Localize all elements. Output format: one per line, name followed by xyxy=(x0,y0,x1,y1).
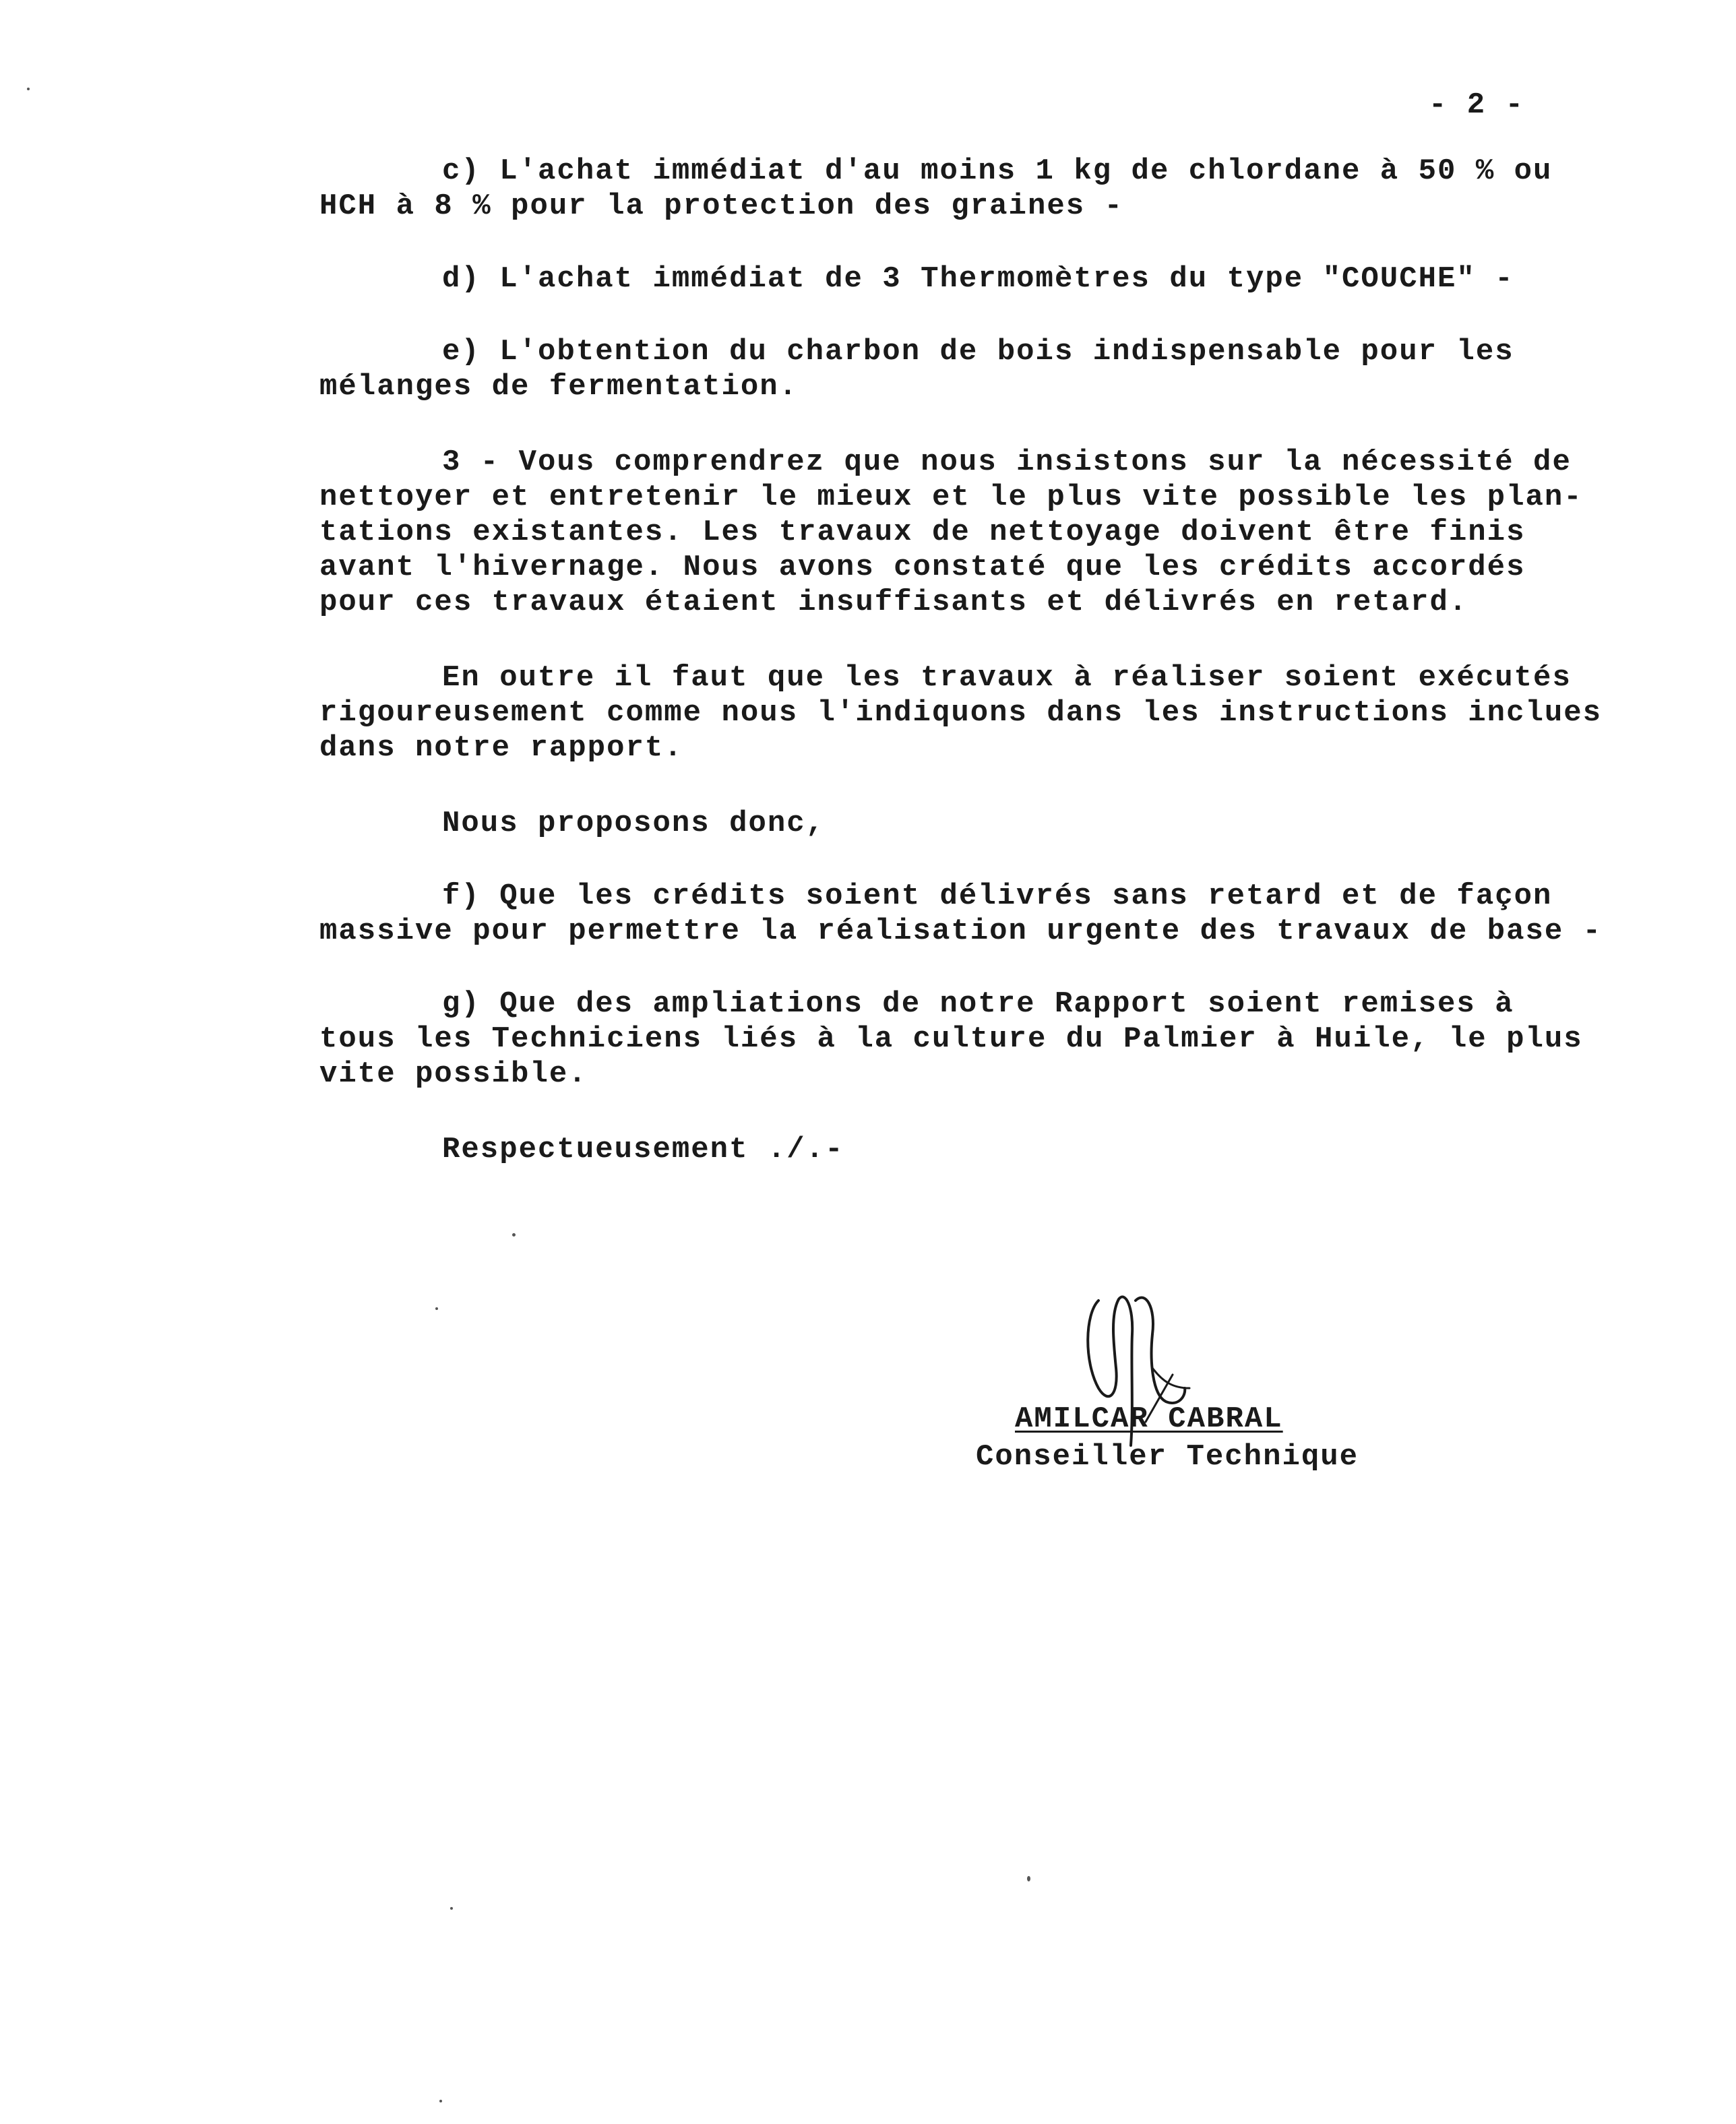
closing-line: Respectueusement ./.- xyxy=(442,1133,844,1166)
scan-speck xyxy=(512,1233,516,1237)
item-e-line-2: mélanges de fermentation. xyxy=(319,370,799,404)
item-c-line-1: c) L'achat immédiat d'au moins 1 kg de chlordane à 50 % ou xyxy=(442,154,1553,188)
item-g-line-2: tous les Techniciens liés à la culture du Palmier à Huile, le plus xyxy=(319,1022,1583,1056)
item-d-line-1: d) L'achat immédiat de 3 Thermomètres du type "COUCHE" - xyxy=(442,262,1514,296)
item-f-line-1: f) Que les crédits soient délivrés sans retard et de façon xyxy=(442,879,1553,913)
scan-speck xyxy=(439,2100,442,2102)
scan-speck xyxy=(1027,1876,1030,1881)
outre-line-1: En outre il faut que les travaux à réaliser soient exécutés xyxy=(442,661,1572,695)
item-c-line-2: HCH à 8 % pour la protection des graines - xyxy=(319,189,1123,223)
item-3-line-4: avant l'hivernage. Nous avons constaté que les crédits accordés xyxy=(319,551,1526,584)
item-3-line-1: 3 - Vous comprendrez que nous insistons sur la nécessité de xyxy=(442,445,1572,479)
signatory-title: Conseiller Technique xyxy=(976,1440,1359,1474)
item-3-line-3: tations existantes. Les travaux de nettoyage doivent être finis xyxy=(319,516,1526,549)
outre-line-3: dans notre rapport. xyxy=(319,731,683,765)
item-3-line-2: nettoyer et entretenir le mieux et le plus vite possible les plan- xyxy=(319,480,1583,514)
item-g-line-3: vite possible. xyxy=(319,1057,588,1091)
scan-speck xyxy=(435,1307,438,1310)
item-f-line-2: massive pour permettre la réalisation urgente des travaux de base - xyxy=(319,914,1603,948)
item-3-line-5: pour ces travaux étaient insuffisants et délivrés en retard. xyxy=(319,586,1468,619)
scan-speck xyxy=(27,88,30,90)
signatory-name: AMILCAR CABRAL xyxy=(1015,1402,1283,1436)
outre-line-2: rigoureusement comme nous l'indiquons dans les instructions inclues xyxy=(319,696,1603,730)
scan-speck xyxy=(450,1907,453,1910)
item-g-line-1: g) Que des ampliations de notre Rapport soient remises à xyxy=(442,987,1514,1021)
proposons-line: Nous proposons donc, xyxy=(442,807,826,840)
page-number: - 2 - xyxy=(1429,88,1525,122)
item-e-line-1: e) L'obtention du charbon de bois indispensable pour les xyxy=(442,335,1514,369)
